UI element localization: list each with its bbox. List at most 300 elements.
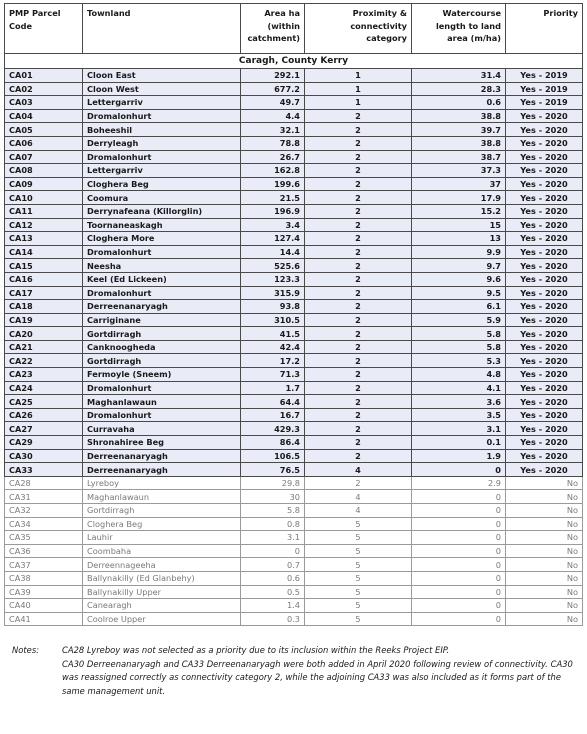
cell-priority: Yes - 2020 <box>506 150 583 164</box>
cell-category: 2 <box>305 150 412 164</box>
cell-priority: Yes - 2020 <box>506 436 583 450</box>
table-row <box>5 164 583 178</box>
cell-category: 2 <box>305 164 412 178</box>
cell-townland: Derryleagh <box>83 136 241 150</box>
cell-code: CA15 <box>5 259 83 273</box>
cell-area: 17.2 <box>241 354 305 368</box>
cell-code: CA18 <box>5 300 83 314</box>
cell-area: 315.9 <box>241 286 305 300</box>
cell-priority: Yes - 2020 <box>506 136 583 150</box>
cell-category: 2 <box>305 286 412 300</box>
cell-area: 76.5 <box>241 463 305 477</box>
table-body <box>5 54 583 626</box>
cell-priority: Yes - 2020 <box>506 395 583 409</box>
cell-category: 4 <box>305 504 412 518</box>
cell-townland: Dromalonhurt <box>83 381 241 395</box>
cell-townland: Canknoogheda <box>83 340 241 354</box>
cell-watercourse: 0 <box>412 544 506 558</box>
cell-category: 2 <box>305 313 412 327</box>
cell-priority: Yes - 2020 <box>506 232 583 246</box>
cell-category: 2 <box>305 218 412 232</box>
cell-category: 2 <box>305 232 412 246</box>
cell-watercourse: 5.8 <box>412 340 506 354</box>
cell-watercourse: 28.3 <box>412 82 506 96</box>
cell-area: 16.7 <box>241 408 305 422</box>
header-townland: Townland <box>83 4 241 54</box>
cell-townland: Neesha <box>83 259 241 273</box>
cell-code: CA32 <box>5 504 83 518</box>
cell-code: CA08 <box>5 164 83 178</box>
cell-watercourse: 4.8 <box>412 368 506 382</box>
cell-watercourse: 0 <box>412 558 506 572</box>
cell-priority: Yes - 2020 <box>506 177 583 191</box>
table-row <box>5 463 583 477</box>
cell-code: CA24 <box>5 381 83 395</box>
table-row <box>5 544 583 558</box>
table-row <box>5 599 583 613</box>
cell-code: CA02 <box>5 82 83 96</box>
cell-watercourse: 38.7 <box>412 150 506 164</box>
cell-area: 429.3 <box>241 422 305 436</box>
header-code: PMP Parcel Code <box>5 4 83 54</box>
cell-area: 64.4 <box>241 395 305 409</box>
cell-priority: Yes - 2020 <box>506 300 583 314</box>
cell-area: 162.8 <box>241 164 305 178</box>
cell-area: 29.8 <box>241 476 305 490</box>
cell-priority: No <box>506 558 583 572</box>
table-row <box>5 449 583 463</box>
cell-priority: No <box>506 585 583 599</box>
table-row <box>5 327 583 341</box>
cell-watercourse: 5.3 <box>412 354 506 368</box>
cell-townland: Gortdirragh <box>83 327 241 341</box>
cell-code: CA19 <box>5 313 83 327</box>
table-row <box>5 191 583 205</box>
cell-area: 525.6 <box>241 259 305 273</box>
cell-category: 1 <box>305 69 412 83</box>
cell-townland: Coolroe Upper <box>83 612 241 626</box>
table-row <box>5 82 583 96</box>
cell-townland: Dromalonhurt <box>83 286 241 300</box>
table-header <box>5 4 583 54</box>
cell-priority: No <box>506 612 583 626</box>
cell-priority: No <box>506 504 583 518</box>
cell-watercourse: 0 <box>412 463 506 477</box>
cell-townland: Carriginane <box>83 313 241 327</box>
cell-area: 196.9 <box>241 204 305 218</box>
header-priority: Priority <box>506 4 583 54</box>
cell-category: 2 <box>305 436 412 450</box>
cell-category: 2 <box>305 422 412 436</box>
cell-priority: Yes - 2019 <box>506 82 583 96</box>
cell-priority: No <box>506 544 583 558</box>
cell-code: CA27 <box>5 422 83 436</box>
cell-category: 2 <box>305 354 412 368</box>
cell-area: 86.4 <box>241 436 305 450</box>
cell-area: 3.4 <box>241 218 305 232</box>
cell-watercourse: 0 <box>412 571 506 585</box>
cell-area: 0.8 <box>241 517 305 531</box>
cell-townland: Maghanlawaun <box>83 490 241 504</box>
cell-townland: Keel (Ed Lickeen) <box>83 272 241 286</box>
cell-area: 199.6 <box>241 177 305 191</box>
cell-category: 2 <box>305 368 412 382</box>
table-row <box>5 109 583 123</box>
cell-watercourse: 37 <box>412 177 506 191</box>
header-area: Area ha (within catchment) <box>241 4 305 54</box>
cell-category: 2 <box>305 272 412 286</box>
cell-townland: Cloghera Beg <box>83 177 241 191</box>
cell-townland: Dromalonhurt <box>83 408 241 422</box>
cell-watercourse: 3.5 <box>412 408 506 422</box>
header-watercourse: Watercourse length to land area (m/ha) <box>412 4 506 54</box>
cell-watercourse: 3.6 <box>412 395 506 409</box>
table-row <box>5 123 583 137</box>
table-row <box>5 272 583 286</box>
table-row <box>5 340 583 354</box>
cell-category: 4 <box>305 463 412 477</box>
cell-category: 5 <box>305 585 412 599</box>
cell-category: 2 <box>305 191 412 205</box>
cell-code: CA10 <box>5 191 83 205</box>
cell-area: 0.7 <box>241 558 305 572</box>
cell-priority: Yes - 2020 <box>506 259 583 273</box>
cell-priority: Yes - 2020 <box>506 164 583 178</box>
table-row <box>5 368 583 382</box>
cell-priority: Yes - 2020 <box>506 422 583 436</box>
cell-priority: Yes - 2020 <box>506 313 583 327</box>
cell-priority: Yes - 2020 <box>506 272 583 286</box>
cell-watercourse: 0 <box>412 531 506 545</box>
cell-townland: Lettergarriv <box>83 96 241 110</box>
header-category: Proximity & connectivity category <box>305 4 412 54</box>
cell-watercourse: 9.9 <box>412 245 506 259</box>
cell-category: 5 <box>305 558 412 572</box>
cell-watercourse: 5.9 <box>412 313 506 327</box>
cell-townland: Cloghera Beg <box>83 517 241 531</box>
cell-watercourse: 15.2 <box>412 204 506 218</box>
cell-area: 1.7 <box>241 381 305 395</box>
cell-townland: Fermoyle (Sneem) <box>83 368 241 382</box>
cell-townland: Ballynakilly Upper <box>83 585 241 599</box>
cell-category: 2 <box>305 408 412 422</box>
cell-watercourse: 17.9 <box>412 191 506 205</box>
table-row <box>5 204 583 218</box>
table-row <box>5 150 583 164</box>
table-row <box>5 571 583 585</box>
cell-priority: Yes - 2020 <box>506 381 583 395</box>
table-row <box>5 96 583 110</box>
cell-code: CA21 <box>5 340 83 354</box>
cell-watercourse: 0 <box>412 490 506 504</box>
cell-category: 5 <box>305 517 412 531</box>
table-row <box>5 232 583 246</box>
cell-code: CA01 <box>5 69 83 83</box>
cell-category: 2 <box>305 340 412 354</box>
cell-watercourse: 5.8 <box>412 327 506 341</box>
cell-priority: No <box>506 571 583 585</box>
table-row <box>5 259 583 273</box>
cell-townland: Boheeshil <box>83 123 241 137</box>
cell-priority: Yes - 2020 <box>506 286 583 300</box>
cell-watercourse: 0 <box>412 599 506 613</box>
cell-code: CA23 <box>5 368 83 382</box>
cell-code: CA22 <box>5 354 83 368</box>
cell-watercourse: 4.1 <box>412 381 506 395</box>
cell-priority: Yes - 2019 <box>506 96 583 110</box>
cell-code: CA14 <box>5 245 83 259</box>
table-row <box>5 286 583 300</box>
cell-watercourse: 9.6 <box>412 272 506 286</box>
cell-townland: Gortdirragh <box>83 354 241 368</box>
cell-priority: No <box>506 490 583 504</box>
cell-townland: Derreenanaryagh <box>83 449 241 463</box>
cell-area: 5.8 <box>241 504 305 518</box>
cell-area: 30 <box>241 490 305 504</box>
cell-area: 292.1 <box>241 69 305 83</box>
cell-priority: Yes - 2020 <box>506 463 583 477</box>
cell-area: 78.8 <box>241 136 305 150</box>
cell-category: 2 <box>305 259 412 273</box>
cell-code: CA04 <box>5 109 83 123</box>
cell-category: 2 <box>305 476 412 490</box>
cell-townland: Lyreboy <box>83 476 241 490</box>
cell-category: 2 <box>305 204 412 218</box>
cell-category: 5 <box>305 599 412 613</box>
cell-priority: Yes - 2020 <box>506 340 583 354</box>
cell-priority: Yes - 2019 <box>506 69 583 83</box>
cell-category: 2 <box>305 245 412 259</box>
cell-category: 4 <box>305 490 412 504</box>
cell-category: 5 <box>305 612 412 626</box>
cell-townland: Derrynafeana (Killorglin) <box>83 204 241 218</box>
table-row <box>5 490 583 504</box>
cell-code: CA41 <box>5 612 83 626</box>
cell-code: CA31 <box>5 490 83 504</box>
cell-area: 127.4 <box>241 232 305 246</box>
cell-priority: Yes - 2020 <box>506 245 583 259</box>
cell-townland: Lauhir <box>83 531 241 545</box>
table-row <box>5 300 583 314</box>
cell-priority: No <box>506 599 583 613</box>
table-row <box>5 531 583 545</box>
notes-label: Notes: <box>12 645 40 655</box>
table-row <box>5 69 583 83</box>
cell-code: CA03 <box>5 96 83 110</box>
cell-category: 1 <box>305 96 412 110</box>
note-line: CA30 Derreenanaryagh and CA33 Derreenanaryagh were both added in April 2020 following review of connectivity. CA30 was reassigned correctly as connectivity category 2, while the adjoining CA33 was also included as it forms part of the same management unit. <box>62 658 573 696</box>
table-row <box>5 504 583 518</box>
cell-area: 0.3 <box>241 612 305 626</box>
cell-category: 2 <box>305 395 412 409</box>
cell-category: 5 <box>305 531 412 545</box>
note-line: CA28 Lyreboy was not selected as a priority due to its inclusion within the Reeks Project EIP. <box>62 645 450 655</box>
cell-code: CA13 <box>5 232 83 246</box>
cell-code: CA35 <box>5 531 83 545</box>
cell-watercourse: 9.7 <box>412 259 506 273</box>
cell-watercourse: 3.1 <box>412 422 506 436</box>
cell-watercourse: 39.7 <box>412 123 506 137</box>
cell-priority: Yes - 2020 <box>506 123 583 137</box>
cell-code: CA12 <box>5 218 83 232</box>
cell-area: 4.4 <box>241 109 305 123</box>
cell-code: CA39 <box>5 585 83 599</box>
cell-priority: Yes - 2020 <box>506 354 583 368</box>
table-row <box>5 476 583 490</box>
cell-area: 0 <box>241 544 305 558</box>
table-row <box>5 177 583 191</box>
cell-area: 14.4 <box>241 245 305 259</box>
cell-watercourse: 13 <box>412 232 506 246</box>
cell-watercourse: 0 <box>412 517 506 531</box>
cell-townland: Toornaneaskagh <box>83 218 241 232</box>
cell-category: 1 <box>305 82 412 96</box>
cell-category: 2 <box>305 109 412 123</box>
cell-category: 2 <box>305 449 412 463</box>
section-title: Caragh, County Kerry <box>5 54 583 69</box>
cell-code: CA11 <box>5 204 83 218</box>
table-row <box>5 436 583 450</box>
cell-code: CA25 <box>5 395 83 409</box>
cell-code: CA17 <box>5 286 83 300</box>
cell-area: 42.4 <box>241 340 305 354</box>
cell-area: 677.2 <box>241 82 305 96</box>
cell-code: CA30 <box>5 449 83 463</box>
cell-townland: Curravaha <box>83 422 241 436</box>
cell-area: 26.7 <box>241 150 305 164</box>
cell-priority: Yes - 2020 <box>506 218 583 232</box>
cell-priority: No <box>506 531 583 545</box>
cell-area: 93.8 <box>241 300 305 314</box>
cell-code: CA06 <box>5 136 83 150</box>
cell-code: CA28 <box>5 476 83 490</box>
table-row <box>5 218 583 232</box>
cell-area: 49.7 <box>241 96 305 110</box>
table-row <box>5 612 583 626</box>
cell-townland: Derreenanaryagh <box>83 463 241 477</box>
cell-category: 2 <box>305 177 412 191</box>
cell-townland: Cloon West <box>83 82 241 96</box>
cell-category: 2 <box>305 300 412 314</box>
table-row <box>5 381 583 395</box>
notes <box>12 644 580 698</box>
table-row <box>5 422 583 436</box>
cell-code: CA38 <box>5 571 83 585</box>
cell-townland: Cloon East <box>83 69 241 83</box>
parcel-table <box>4 3 583 626</box>
cell-townland: Gortdirragh <box>83 504 241 518</box>
cell-watercourse: 0 <box>412 504 506 518</box>
cell-area: 0.5 <box>241 585 305 599</box>
cell-code: CA20 <box>5 327 83 341</box>
cell-watercourse: 0 <box>412 612 506 626</box>
cell-category: 2 <box>305 123 412 137</box>
cell-priority: Yes - 2020 <box>506 327 583 341</box>
cell-townland: Derreennageeha <box>83 558 241 572</box>
cell-code: CA34 <box>5 517 83 531</box>
cell-watercourse: 37.3 <box>412 164 506 178</box>
cell-priority: Yes - 2020 <box>506 204 583 218</box>
cell-townland: Dromalonhurt <box>83 109 241 123</box>
cell-townland: Shronahiree Beg <box>83 436 241 450</box>
cell-category: 5 <box>305 544 412 558</box>
cell-townland: Derreenanaryagh <box>83 300 241 314</box>
cell-area: 41.5 <box>241 327 305 341</box>
cell-priority: No <box>506 476 583 490</box>
table-row <box>5 354 583 368</box>
table-row <box>5 245 583 259</box>
cell-code: CA16 <box>5 272 83 286</box>
cell-watercourse: 38.8 <box>412 136 506 150</box>
cell-watercourse: 9.5 <box>412 286 506 300</box>
cell-priority: Yes - 2020 <box>506 109 583 123</box>
cell-area: 310.5 <box>241 313 305 327</box>
cell-area: 3.1 <box>241 531 305 545</box>
cell-code: CA36 <box>5 544 83 558</box>
cell-priority: No <box>506 517 583 531</box>
cell-townland: Lettergarriv <box>83 164 241 178</box>
cell-watercourse: 1.9 <box>412 449 506 463</box>
cell-priority: Yes - 2020 <box>506 191 583 205</box>
cell-townland: Coomura <box>83 191 241 205</box>
cell-code: CA29 <box>5 436 83 450</box>
table-row <box>5 136 583 150</box>
cell-code: CA05 <box>5 123 83 137</box>
cell-townland: Dromalonhurt <box>83 150 241 164</box>
table-row <box>5 395 583 409</box>
cell-code: CA26 <box>5 408 83 422</box>
cell-watercourse: 31.4 <box>412 69 506 83</box>
table-row <box>5 408 583 422</box>
cell-priority: Yes - 2020 <box>506 408 583 422</box>
cell-watercourse: 0.1 <box>412 436 506 450</box>
cell-code: CA09 <box>5 177 83 191</box>
cell-category: 2 <box>305 136 412 150</box>
cell-watercourse: 15 <box>412 218 506 232</box>
cell-townland: Canearagh <box>83 599 241 613</box>
cell-area: 106.5 <box>241 449 305 463</box>
cell-townland: Maghanlawaun <box>83 395 241 409</box>
cell-townland: Cloghera More <box>83 232 241 246</box>
table-row <box>5 585 583 599</box>
cell-area: 1.4 <box>241 599 305 613</box>
cell-area: 71.3 <box>241 368 305 382</box>
table-row <box>5 558 583 572</box>
cell-townland: Coombaha <box>83 544 241 558</box>
cell-priority: Yes - 2020 <box>506 368 583 382</box>
cell-townland: Ballynakilly (Ed Glanbehy) <box>83 571 241 585</box>
cell-watercourse: 2.9 <box>412 476 506 490</box>
table-row <box>5 517 583 531</box>
cell-code: CA40 <box>5 599 83 613</box>
table-row <box>5 313 583 327</box>
cell-area: 21.5 <box>241 191 305 205</box>
cell-code: CA33 <box>5 463 83 477</box>
cell-code: CA37 <box>5 558 83 572</box>
cell-priority: Yes - 2020 <box>506 449 583 463</box>
cell-category: 2 <box>305 327 412 341</box>
cell-area: 32.1 <box>241 123 305 137</box>
cell-area: 0.6 <box>241 571 305 585</box>
cell-code: CA07 <box>5 150 83 164</box>
cell-watercourse: 38.8 <box>412 109 506 123</box>
cell-category: 2 <box>305 381 412 395</box>
cell-watercourse: 0.6 <box>412 96 506 110</box>
cell-townland: Dromalonhurt <box>83 245 241 259</box>
cell-area: 123.3 <box>241 272 305 286</box>
cell-watercourse: 0 <box>412 585 506 599</box>
cell-category: 5 <box>305 571 412 585</box>
